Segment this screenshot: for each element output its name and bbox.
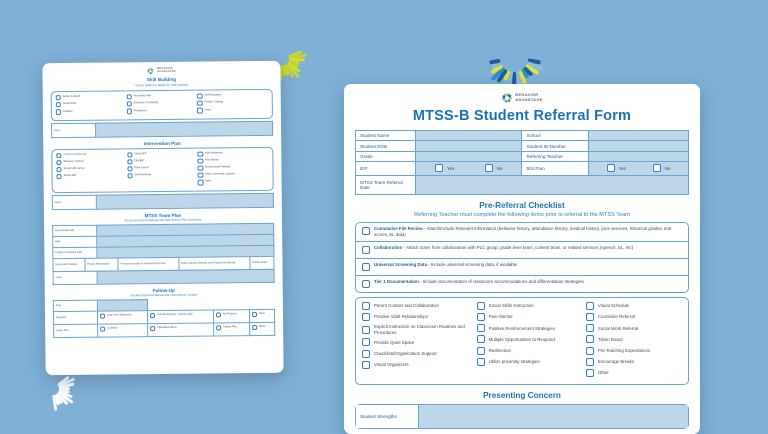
notes-label: Notes (52, 123, 96, 137)
checkbox-label: Counselor Referral (597, 314, 635, 320)
checkbox-icon[interactable] (56, 160, 61, 165)
checkbox-label: No (664, 165, 671, 171)
field-label: Student Name (356, 131, 416, 141)
checkbox-option[interactable] (100, 326, 145, 332)
checkbox-option[interactable] (477, 335, 586, 343)
checkbox-icon[interactable] (127, 173, 132, 178)
checkbox-option[interactable] (362, 302, 477, 310)
checkbox-label: Provide Quiet Space (374, 339, 415, 345)
page-title: MTSS-B Student Referral Form (412, 108, 632, 124)
checkbox-option[interactable] (362, 324, 477, 335)
pre-referral-item-label: Cumulative File Review - Attach/Include Relevant Information (behavior history, attendance history, medical history, prior services, historical grades, test scores, EL data) (374, 226, 672, 237)
follow-up-table (53, 297, 275, 337)
checkbox-option[interactable] (477, 313, 586, 321)
checkbox-option[interactable] (197, 107, 268, 113)
checkbox-option[interactable] (198, 165, 269, 171)
iep-label: IEP (356, 162, 416, 175)
skill-col-1 (56, 94, 127, 116)
checkbox-icon[interactable] (197, 108, 202, 113)
checkbox-icon[interactable] (252, 325, 257, 330)
checkbox-icon[interactable] (477, 313, 485, 321)
checkbox-icon[interactable] (477, 335, 485, 343)
intervention-col-1 (56, 152, 127, 189)
checkbox-label: Other (258, 324, 266, 329)
checkbox-label: Check-In Check-Out (63, 152, 87, 156)
checkbox-icon[interactable] (586, 335, 594, 343)
skill-building-document (42, 61, 283, 375)
checkbox-icon[interactable] (126, 102, 131, 107)
pre-referral-checklist (355, 222, 689, 293)
checkbox-option[interactable] (362, 313, 477, 321)
checkbox-option[interactable] (435, 164, 454, 172)
checkbox-icon[interactable] (362, 302, 370, 310)
checkbox-option[interactable] (198, 179, 269, 185)
presenting-concern-title: Presenting Concern (483, 391, 561, 401)
checkbox-option[interactable] (252, 312, 272, 317)
pre-referral-item[interactable] (356, 275, 688, 292)
strategies-column-3 (586, 302, 682, 380)
checkbox-icon[interactable] (586, 324, 594, 332)
checkbox-option[interactable] (127, 173, 198, 179)
checkbox-icon[interactable] (198, 180, 203, 185)
column-header: Frequency/Length of Session/Group Size (118, 257, 179, 271)
checkbox-option[interactable] (477, 324, 586, 332)
field-label: Referring Teacher (522, 151, 589, 161)
checkbox-option[interactable] (126, 94, 197, 100)
checkbox-option[interactable] (56, 152, 127, 158)
checkbox-label: Flexible Thinking (204, 100, 224, 104)
checkbox-label: Other (204, 108, 211, 112)
field-input[interactable] (589, 131, 689, 141)
checkbox-option[interactable] (56, 159, 127, 165)
option-cell[interactable] (213, 322, 249, 335)
checkbox-icon[interactable] (56, 153, 61, 158)
checkbox-option[interactable] (197, 100, 268, 106)
checkbox-icon[interactable] (150, 313, 155, 318)
student-strengths-input[interactable] (419, 405, 689, 428)
notes-input[interactable] (96, 193, 273, 209)
checkbox-option[interactable] (586, 369, 682, 377)
notes-label: Notes (52, 195, 96, 209)
checkbox-label: Update Plan (223, 325, 237, 329)
checkbox-option[interactable] (127, 166, 198, 172)
field-label: Student DOB (356, 141, 416, 151)
checkbox-label: Simple BIP (134, 151, 147, 156)
checkbox-label: Token Board (597, 336, 623, 342)
checkbox-icon[interactable] (653, 164, 661, 172)
brand-name: BEHAVIOR ADVANTAGE (515, 92, 543, 102)
mtss-team-plan-title: MTSS Team Plan (144, 212, 182, 218)
field-input[interactable] (415, 141, 522, 151)
column-header: Person Responsible (85, 257, 118, 270)
checkbox-icon[interactable] (198, 158, 203, 163)
column-header: Fidelity Notes (250, 256, 274, 269)
student-strengths-label: Student Strengths (356, 405, 419, 428)
checkbox-option[interactable] (56, 109, 127, 115)
checkbox-icon[interactable] (362, 361, 370, 369)
checkbox-label: Visual Schedule (597, 303, 630, 309)
iep-504-row (356, 162, 689, 175)
checkbox-label: Adult Mentoring (204, 151, 223, 155)
checkbox-option[interactable] (586, 347, 682, 355)
checkbox-label: Pre-Teaching Expectations (597, 347, 651, 353)
checkbox-icon[interactable] (435, 164, 443, 172)
skill-col-3 (197, 93, 268, 115)
checkbox-label: Mental Health Referral (204, 165, 231, 169)
notes-label: Notes (53, 271, 97, 284)
follow-up-title: Follow-Up (152, 287, 175, 293)
referral-date-row (356, 175, 689, 194)
checkbox-label: Fade/Discontinue (157, 325, 177, 330)
checkbox-label: Limited progress - continue plan (157, 312, 193, 317)
checkbox-icon[interactable] (477, 358, 485, 366)
skill-col-2 (126, 94, 197, 116)
checkbox-option[interactable] (127, 108, 198, 114)
checkbox-icon[interactable] (586, 302, 594, 310)
checkbox-option[interactable] (126, 101, 197, 107)
checkbox-icon[interactable] (197, 101, 202, 106)
field-input[interactable] (589, 141, 689, 151)
option-cell[interactable] (249, 309, 275, 322)
row-label: Follow-Up Meeting Date (53, 247, 97, 258)
field-input[interactable] (415, 131, 522, 141)
date-label: Date (53, 300, 97, 311)
presenting-concern-table (355, 404, 689, 428)
checkbox-icon[interactable] (586, 369, 594, 377)
pre-referral-item[interactable] (356, 223, 688, 241)
checkbox-icon[interactable] (216, 325, 221, 330)
checkbox-option[interactable] (216, 325, 247, 331)
checkbox-option[interactable] (198, 158, 269, 164)
checkbox-icon[interactable] (362, 313, 370, 321)
checkbox-label: Self Monitoring (134, 173, 152, 177)
checkbox-icon[interactable] (126, 94, 131, 99)
checkbox-icon[interactable] (607, 164, 615, 172)
checkbox-icon[interactable] (362, 350, 370, 358)
field-label: Grade (356, 151, 416, 161)
checkbox-option[interactable] (586, 358, 682, 366)
checkbox-icon[interactable] (362, 326, 370, 334)
decorative-sunburst-arc (462, 30, 566, 86)
table-row (356, 141, 689, 151)
checkbox-icon[interactable] (586, 313, 594, 321)
checkbox-icon[interactable] (127, 109, 132, 114)
row-label: Data (53, 236, 97, 247)
checkbox-icon[interactable] (362, 227, 370, 235)
notes-input[interactable] (97, 269, 274, 284)
checkbox-label: Social Skills Group (63, 166, 85, 171)
checkbox-label: Multiple Opportunities to Respond (488, 336, 555, 342)
checkbox-option[interactable] (477, 302, 586, 310)
checkbox-label: Checklists/Organization Support (374, 350, 437, 356)
checkbox-option[interactable] (252, 325, 272, 330)
brand-mark-icon (501, 92, 512, 103)
checkbox-icon[interactable] (362, 338, 370, 346)
option-cell[interactable] (148, 322, 214, 336)
checkbox-option[interactable] (150, 312, 211, 318)
table-row (356, 151, 689, 161)
checkbox-icon[interactable] (127, 152, 132, 157)
checkbox-option[interactable] (607, 164, 626, 172)
checkbox-label: Initiation (63, 109, 73, 113)
checkbox-label: Parent Contact and Collaboration (374, 303, 439, 309)
checkbox-label: Peer Mentor (488, 314, 513, 320)
checkbox-label: Explicit Instruction on Classroom Routines and Procedures (374, 324, 465, 335)
option-cell[interactable] (98, 323, 148, 337)
checkbox-option[interactable] (477, 347, 586, 355)
option-cell[interactable] (98, 310, 148, 324)
checkbox-option[interactable] (586, 324, 682, 332)
checkbox-option[interactable] (57, 173, 128, 179)
checkbox-label: Peer Mentor (204, 158, 219, 162)
intervention-options-panel (51, 146, 273, 192)
checkbox-label: Persistence (133, 108, 147, 112)
field-input[interactable] (589, 151, 689, 161)
checkbox-label: No Progress (222, 312, 237, 316)
referral-date-label: MTSS Team Referral Date (356, 175, 416, 194)
checkbox-option[interactable] (197, 93, 268, 99)
checkbox-icon[interactable] (127, 166, 132, 171)
intervention-notes (52, 192, 274, 209)
column-header: Data Collection Method and Progress Monitoring (179, 256, 250, 270)
brand-mark-icon (147, 67, 154, 74)
option-cell[interactable] (147, 309, 213, 323)
field-label: Student ID Number (522, 141, 589, 151)
referral-date-input[interactable] (415, 175, 688, 194)
notes-input[interactable] (96, 121, 273, 137)
checkbox-icon[interactable] (362, 280, 370, 288)
follow-up-subtitle: Social-Emotional Behavioral Intervention Update (130, 292, 198, 297)
pre-referral-item[interactable] (356, 241, 688, 258)
checkbox-icon[interactable] (216, 312, 221, 317)
checkbox-icon[interactable] (586, 347, 594, 355)
checkbox-label: Continue (107, 326, 118, 330)
checkbox-label: Social Skills (62, 102, 77, 106)
intervention-col-2 (127, 151, 198, 188)
checkbox-label: Ability to attend (62, 95, 81, 99)
checkbox-option[interactable] (586, 313, 682, 321)
checkbox-option[interactable] (586, 335, 682, 343)
checkbox-icon[interactable] (150, 326, 155, 331)
yes-no-group[interactable] (415, 162, 522, 175)
checkbox-icon[interactable] (477, 324, 485, 332)
checkbox-icon[interactable] (362, 246, 370, 254)
checkbox-icon[interactable] (127, 159, 132, 164)
checkbox-label: Redirection (488, 347, 511, 353)
checkbox-icon[interactable] (485, 164, 493, 172)
checkbox-option[interactable] (127, 158, 198, 164)
strategies-column-1 (362, 302, 477, 380)
checkbox-icon[interactable] (56, 102, 61, 107)
checkbox-label: Accessing Help (133, 94, 151, 98)
field-input[interactable] (415, 151, 522, 161)
field-label: School (522, 131, 589, 141)
plan-504-label: 504 Plan (522, 162, 589, 175)
skill-building-notes (51, 120, 273, 137)
mtss-b-referral-document (344, 84, 700, 434)
checkbox-option[interactable] (216, 312, 247, 318)
checkbox-option[interactable] (150, 325, 211, 331)
pre-referral-title: Pre-Referral Checklist (479, 200, 565, 210)
row-label: Progress (53, 311, 97, 324)
checkbox-label: Positive Adult Relationships (374, 314, 428, 320)
checkbox-icon[interactable] (57, 174, 62, 179)
checkbox-label: Encourage Breaks (597, 359, 635, 365)
checkbox-icon[interactable] (56, 109, 61, 114)
checkbox-option[interactable] (653, 164, 671, 172)
checkbox-option[interactable] (477, 358, 586, 366)
checkbox-icon[interactable] (56, 167, 61, 172)
yes-no-group[interactable] (589, 162, 689, 175)
checkbox-label: FBA/BIP (134, 159, 144, 163)
brand-logo-left (42, 66, 280, 75)
checkbox-option[interactable] (362, 361, 477, 369)
pre-referral-item-label: Universal Screening Data - Include universal screening data, if available (374, 262, 518, 268)
strategies-panel (355, 297, 689, 385)
checkbox-option[interactable] (56, 102, 127, 108)
strategies-column-2 (477, 302, 586, 380)
checkbox-label: Social Skills Instruction (488, 303, 534, 309)
row-label: Goal Student will (53, 225, 97, 236)
option-cell[interactable] (249, 322, 275, 335)
checkbox-label: Other (258, 311, 266, 316)
checkbox-icon[interactable] (198, 173, 203, 178)
checkbox-icon[interactable] (198, 166, 203, 171)
checkbox-label: Self Regulation (204, 93, 222, 97)
checkbox-label: Other (597, 370, 609, 376)
checkbox-option[interactable] (127, 151, 198, 157)
checkbox-icon[interactable] (252, 312, 257, 317)
pre-referral-subtitle: Referring Teacher must complete the following items prior to referral to the MTSS Team (414, 211, 630, 218)
checkbox-label: Behavior Contract (63, 159, 84, 163)
checkbox-label: Goal met / Addressed (107, 313, 132, 317)
checkbox-label: Executive Functioning (133, 101, 159, 105)
student-info-table (355, 130, 689, 195)
skill-building-title: Skill Building (146, 76, 177, 83)
checkbox-option[interactable] (485, 164, 503, 172)
checkbox-option[interactable] (56, 94, 127, 100)
checkbox-label: Social Work Referral (597, 325, 639, 331)
checkbox-label: Point Tracker (134, 166, 150, 170)
brand-name: BEHAVIOR ADVANTAGE (157, 66, 176, 73)
checkbox-label: No (496, 165, 503, 171)
checkbox-icon[interactable] (586, 358, 594, 366)
mtss-team-plan-table (52, 222, 275, 284)
checkbox-icon[interactable] (198, 151, 203, 156)
checkbox-icon[interactable] (477, 347, 485, 355)
checkbox-icon[interactable] (100, 314, 105, 319)
checkbox-label: Positive Reinforcement Strategies (488, 325, 555, 331)
checkbox-icon[interactable] (56, 95, 61, 100)
pre-referral-item-label: Collaboration - Attach notes from collaboration with PLC group, grade level team, content team, or related services (speech, EL, etc) (374, 245, 634, 251)
checkbox-icon[interactable] (197, 94, 202, 99)
row-label: Action Plan (54, 324, 98, 337)
date-input[interactable] (98, 299, 148, 311)
checkbox-option[interactable] (586, 302, 682, 310)
checkbox-label: Other Community Supports (205, 172, 236, 176)
checkbox-option[interactable] (56, 166, 127, 172)
intervention-plan-title: Intervention Plan (143, 140, 181, 146)
table-row (54, 322, 275, 337)
pre-referral-item-label: Tier 1 Documentation - Include documentation of classroom accommodations and differentiation strategies (374, 279, 584, 285)
mtss-team-plan-subtitle: Social-Emotional Behavioral Intervention Plan Summary (124, 217, 202, 222)
brand-logo-right (344, 92, 700, 103)
skill-building-options-panel (51, 89, 273, 121)
checkbox-option[interactable] (100, 313, 145, 319)
checkbox-option[interactable] (198, 172, 269, 178)
checkbox-label: Utilize proximity strategies (488, 359, 540, 365)
checkbox-icon[interactable] (477, 302, 485, 310)
checkbox-icon[interactable] (362, 263, 370, 271)
pre-referral-item[interactable] (356, 258, 688, 275)
checkbox-label: Yes (447, 165, 455, 171)
skill-building-subtitle: Select skill(s) to target for skill building (135, 82, 188, 88)
intervention-col-3 (198, 150, 269, 187)
checkbox-label: Visual Organizers (374, 362, 409, 368)
column-header: Intervention Details (53, 258, 85, 271)
checkbox-option[interactable] (198, 150, 269, 156)
table-row (356, 131, 689, 141)
checkbox-label: Yes (618, 165, 626, 171)
checkbox-icon[interactable] (100, 327, 105, 332)
checkbox-label: Other (205, 179, 212, 184)
checkbox-label: Simple BIP (63, 174, 77, 178)
option-cell[interactable] (213, 309, 249, 322)
checkbox-option[interactable] (362, 350, 477, 358)
checkbox-option[interactable] (362, 338, 477, 346)
